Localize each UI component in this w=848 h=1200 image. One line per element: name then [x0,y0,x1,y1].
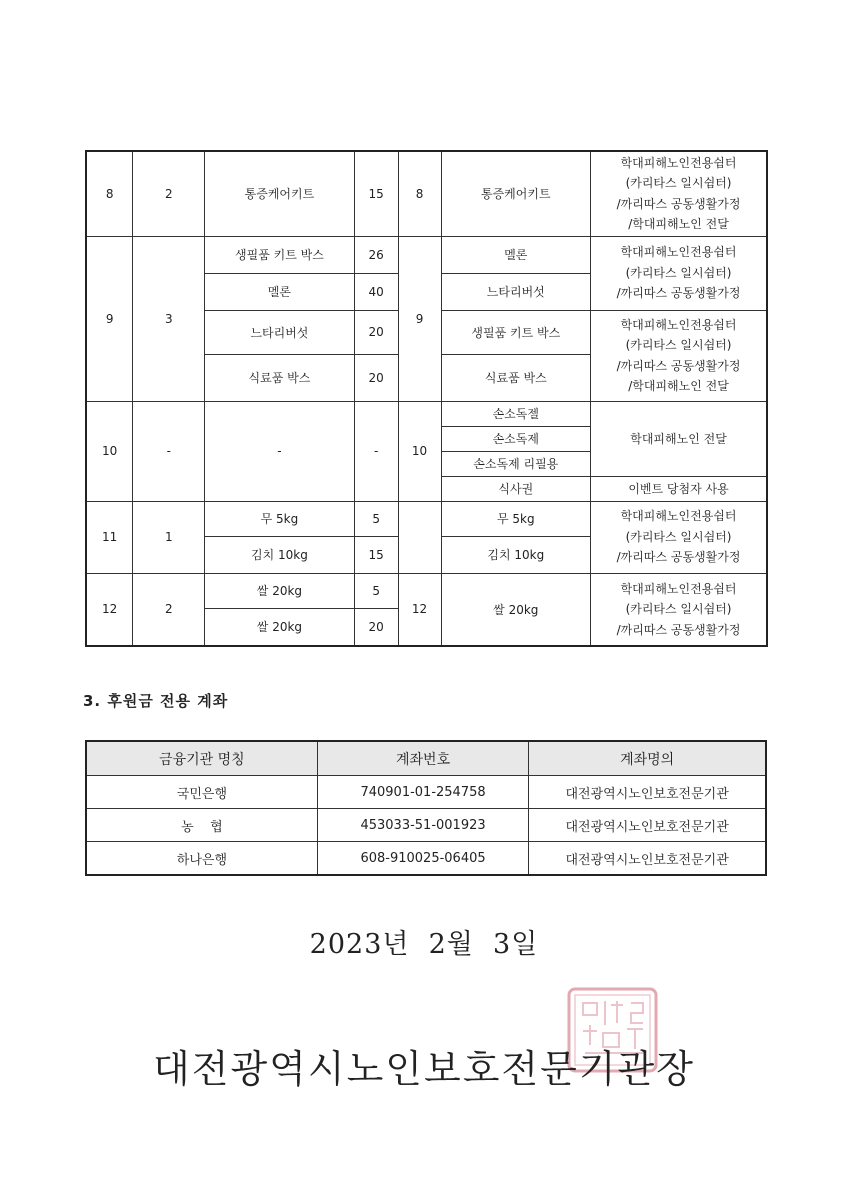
item-qty: - [354,401,398,501]
item-name-2: 쌀 20kg [441,573,591,646]
item-name: 쌀 20kg [205,573,355,608]
account-number: 740901-01-254758 [317,776,528,809]
account-number: 453033-51-001923 [317,809,528,842]
item-name: 멜론 [205,273,355,310]
signature-name: 대전광역시노인보호전문기관장 [153,1047,695,1091]
account-holder: 대전광역시노인보호전문기관 [529,776,766,809]
item-qty: 20 [354,354,398,401]
account-holder: 대전광역시노인보호전문기관 [529,809,766,842]
destination: 학대피해노인전용쉼터 (카리타스 일시쉼터) /까리따스 공동생활가정 [591,501,767,573]
item-count: 1 [133,501,205,573]
destination: 이벤트 당첨자 사용 [591,476,767,501]
table-header-row [86,741,766,776]
item-name-2: 손소독젤 [441,401,591,426]
item-qty: 5 [354,501,398,536]
column-header: 계좌명의 [529,741,766,776]
column-header: 계좌번호 [317,741,528,776]
table-row [86,842,766,876]
table-row [86,401,767,426]
account-table [85,740,767,876]
item-name-2: 무 5kg [441,501,591,536]
row-number-2: 9 [398,236,441,401]
item-qty: 40 [354,273,398,310]
table-row [86,501,767,536]
destination: 학대피해노인전용쉼터 (카리타스 일시쉼터) /까리따스 공동생활가정 [591,236,767,310]
destination: 학대피해노인전용쉼터 (카리타스 일시쉼터) /까리따스 공동생활가정 /학대피해노인 전달 [591,151,767,236]
table-row [86,236,767,273]
item-name: 식료품 박스 [205,354,355,401]
item-name: 무 5kg [205,501,355,536]
row-number: 10 [86,401,133,501]
item-name: 김치 10kg [205,536,355,573]
item-name-2: 손소독제 리필용 [441,451,591,476]
bank-name: 국민은행 [86,776,317,809]
row-number-2: 12 [398,573,441,646]
table-row [86,573,767,608]
item-count: 3 [133,236,205,401]
item-name-2: 생필품 키트 박스 [441,310,591,354]
item-name-2: 식사권 [441,476,591,501]
item-qty: 20 [354,608,398,646]
destination: 학대피해노인전용쉼터 (카리타스 일시쉼터) /까리따스 공동생활가정 /학대피해노인 전달 [591,310,767,401]
row-number: 12 [86,573,133,646]
item-count: - [133,401,205,501]
document-date: 2023년 2월 3일 [309,929,539,960]
bank-name: 하나은행 [86,842,317,876]
item-name-2: 느타리버섯 [441,273,591,310]
column-header: 금융기관 명칭 [86,741,317,776]
item-name-2: 김치 10kg [441,536,591,573]
item-name-2: 손소독제 [441,426,591,451]
table-row [86,776,766,809]
bank-name: 농 협 [86,809,317,842]
item-qty: 5 [354,573,398,608]
account-number: 608-910025-06405 [317,842,528,876]
item-qty: 15 [354,151,398,236]
item-name: 생필품 키트 박스 [205,236,355,273]
item-qty: 26 [354,236,398,273]
item-name-2: 식료품 박스 [441,354,591,401]
item-name-2: 멜론 [441,236,591,273]
account-holder: 대전광역시노인보호전문기관 [529,842,766,876]
item-name: - [205,401,355,501]
item-name: 통증케어키트 [205,151,355,236]
item-name-2: 통증케어키트 [441,151,591,236]
destination: 학대피해노인전용쉼터 (카리타스 일시쉼터) /까리따스 공동생활가정 [591,573,767,646]
row-number: 11 [86,501,133,573]
destination: 학대피해노인 전달 [591,401,767,476]
item-name: 쌀 20kg [205,608,355,646]
item-name: 느타리버섯 [205,310,355,354]
item-count: 2 [133,573,205,646]
row-number-2: 10 [398,401,441,501]
donation-table [85,150,768,647]
item-qty: 15 [354,536,398,573]
section-heading: 3. 후원금 전용 계좌 [83,692,229,710]
table-row [86,809,766,842]
row-number-2: 8 [398,151,441,236]
table-row [86,151,767,236]
row-number: 9 [86,236,133,401]
row-number: 8 [86,151,133,236]
row-number-2 [398,501,441,573]
item-count: 2 [133,151,205,236]
item-qty: 20 [354,310,398,354]
